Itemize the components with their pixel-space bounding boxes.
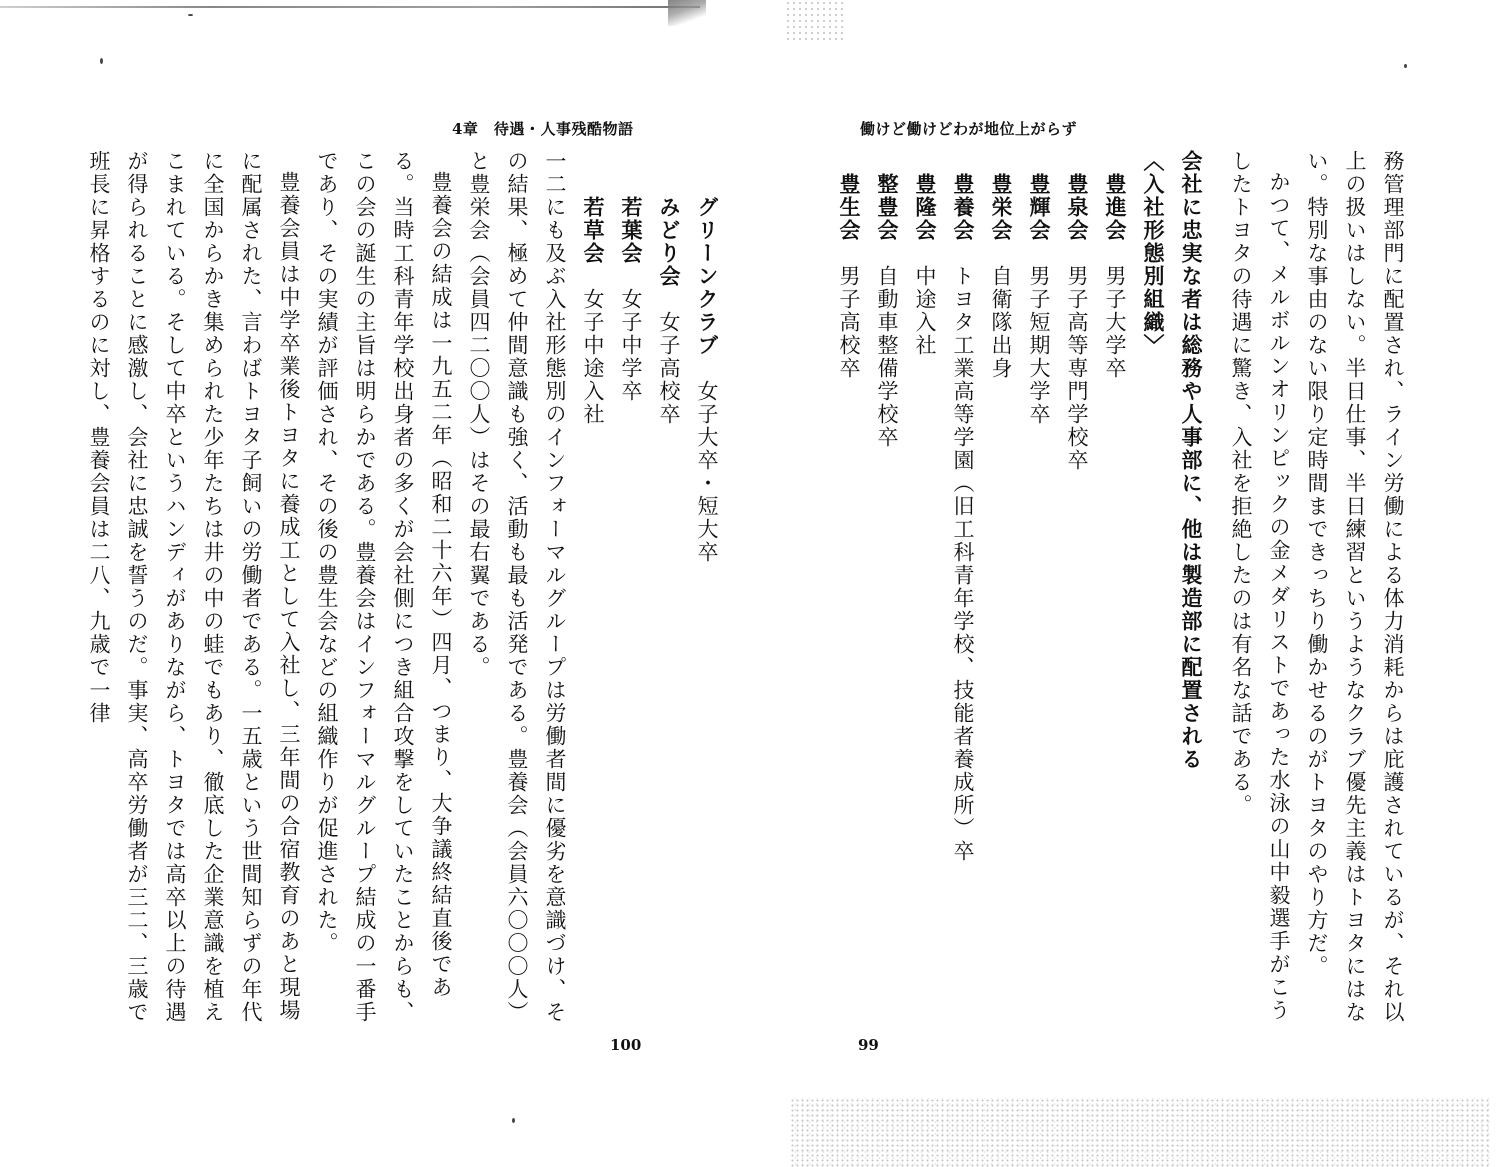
left-page-number: 100 bbox=[610, 1036, 642, 1054]
scan-noise-bottom bbox=[790, 1098, 1490, 1167]
paragraph: かつて、メルボルンオリンピックの金メダリストであった水泳の山中毅選手がこうしたトヨタの待遇に驚き、入社を拒絶したのは有名な話である。 bbox=[1229, 150, 1291, 1022]
left-page-text bbox=[80, 150, 726, 1030]
paragraph: 一二にも及ぶ入社形態別のインフォーマルグループは労働者間に優劣を意識づけ、その結果、極めて仲間意識も強く、活動も最も活発である。豊養会（会員六〇〇〇人）と豊栄会（会員四二〇〇人）はその最右翼である。 bbox=[467, 150, 567, 1024]
scan-corner-mark bbox=[668, 0, 706, 26]
section-heading: 会社に忠実な者は総務や人事部に、他は製造部に配置される bbox=[1179, 150, 1204, 771]
left-page-body bbox=[80, 150, 720, 1030]
scan-speck bbox=[100, 58, 103, 64]
paragraph: 務管理部門に配置され、ライン労働による体力消耗からは庇護されているが、それ以上の扱いはしない。半日仕事、半日練習というようなクラブ優先主義はトヨタにはない。特別な事由のない限り定時間まできっちり働かせるのがトヨタのやり方だ。 bbox=[1305, 150, 1405, 1024]
paragraph: 豊養会員は中学卒業後トヨタに養成工として入社し、三年間の合宿教育のあと現場に配属された、言わばトヨタ子飼いの労働者である。一五歳という世間知らずの年代に全国からかき集められた少年たちは井の中の蛙でもあり、徹底した企業意識を植えこまれている。そして中卒というハンディがありながら、トヨタでは高卒以上の待遇が得られることに感激し、会社に忠誠を誓うのだ。事実、高卒労働者が三二、三歳で班長に昇格するのに対し、豊養会員は二八、九歳で一律 bbox=[87, 150, 301, 1024]
list-item: 豊生会 男子高校卒 bbox=[837, 173, 862, 380]
list-item: みどり会 女子高校卒 bbox=[657, 196, 682, 426]
list-item: 豊輝会 男子短期大学卒 bbox=[1027, 173, 1052, 426]
list-item: 整豊会 自動車整備学校卒 bbox=[875, 173, 900, 449]
list-item: 豊隆会 中途入社 bbox=[913, 173, 938, 357]
scan-speck bbox=[512, 1118, 515, 1123]
list-item: 豊泉会 男子高等専門学校卒 bbox=[1065, 173, 1090, 472]
scan-speck bbox=[188, 14, 193, 16]
list-item: 豊養会 トヨタ工業高等学園（旧工科青年学校、技能者養成所）卒 bbox=[951, 173, 976, 863]
paragraph: 豊養会の結成は一九五二年（昭和二十六年）四月、つまり、大争議終結直後である。当時工科青年学校出身者の多くが会社側につき組合攻撃をしていたことからも、この会の誕生の主旨は明らかである。豊養会はインフォーマルグループ結成の一番手であり、その実績が評価され、その後の豊生会などの組織作りが促進された。 bbox=[315, 150, 453, 1024]
list-item: 豊栄会 自衛隊出身 bbox=[989, 173, 1014, 380]
scan-speck bbox=[1404, 64, 1407, 68]
right-page-body bbox=[830, 150, 1415, 1030]
left-page-header: 4章 待遇・人事残酷物語 bbox=[452, 120, 634, 138]
list-item: 豊進会 男子大学卒 bbox=[1103, 173, 1128, 380]
scan-edge-line bbox=[0, 6, 700, 8]
right-page-number: 99 bbox=[858, 1036, 879, 1054]
list-title: 〈入社形態別組織〉 bbox=[1141, 150, 1166, 357]
list-item: 若葉会 女子中学卒 bbox=[619, 196, 644, 403]
list-item: 若草会 女子中途入社 bbox=[581, 196, 606, 426]
right-page-text bbox=[830, 150, 1412, 1030]
right-page-header: 働けど働けどわが地位上がらず bbox=[860, 120, 1078, 138]
scan-noise-top bbox=[785, 0, 845, 40]
list-item: グリーンクラブ 女子大卒・短大卒 bbox=[695, 196, 720, 564]
